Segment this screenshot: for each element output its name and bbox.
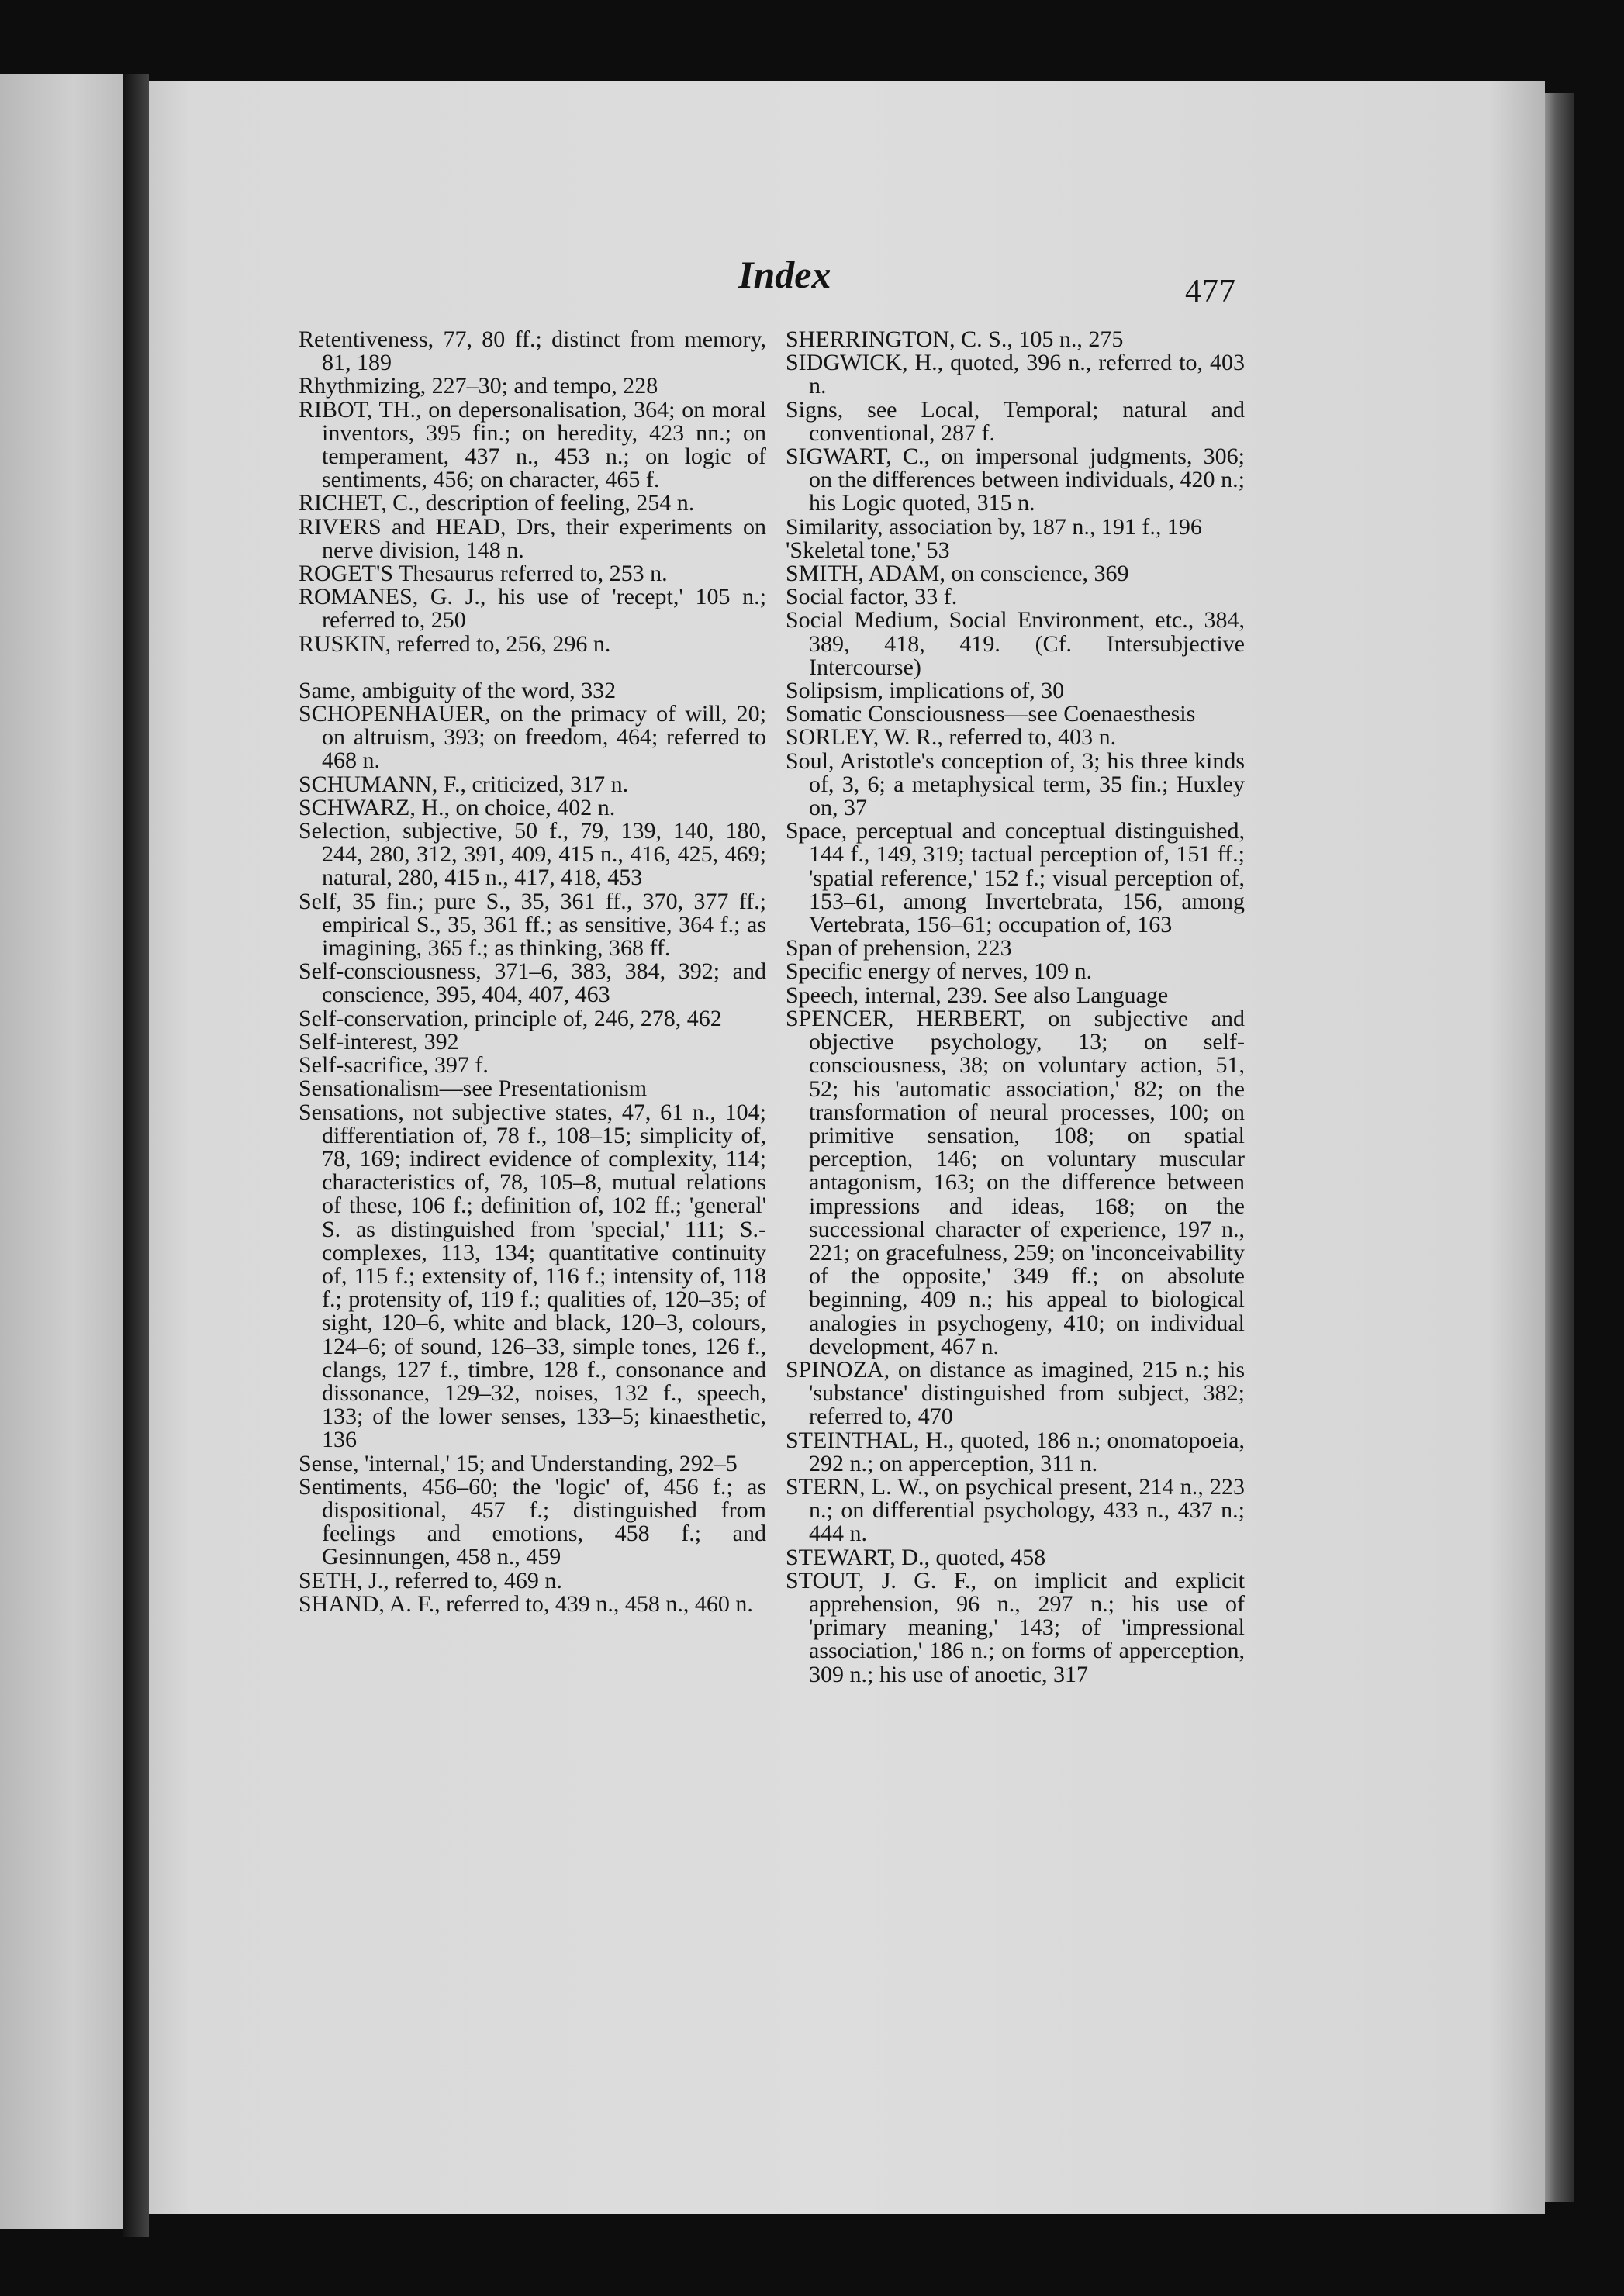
facing-page-edge [0,74,123,2229]
page-fore-edge [1543,93,1574,2202]
index-entry: Signs, see Local, Temporal; natural and conventional, 287 f. [786,396,1245,446]
index-entry: SMITH, ADAM, on conscience, 369 [786,561,1129,587]
index-entry: RIBOT, TH., on depersonalisation, 364; on moral inventors, 395 fin.; on heredity, 423 nn.; on temperament, 437 n., 453 n.; on logic of sentiments, 456; on character, 465 f. [299,396,766,493]
page-number: 477 [1185,274,1236,309]
index-entry: SHERRINGTON, C. S., 105 n., 275 [786,326,1124,352]
index-entry: Sense, 'internal,' 15; and Understanding, 292–5 [299,1450,738,1476]
index-entry: RUSKIN, referred to, 256, 296 n. [299,630,611,657]
index-entry: Sensationalism—see Presentationism [299,1075,648,1102]
index-entry: SCHUMANN, F., criticized, 317 n. [299,771,629,797]
index-entry: Somatic Consciousness—see Coenaesthesis [786,701,1196,727]
section-gap [299,656,766,679]
index-entry: SCHOPENHAUER, on the primacy of will, 20; on altruism, 393; on freedom, 464; referred to 468 n. [299,701,766,774]
index-entry: Self, 35 fin.; pure S., 35, 361 ff., 370, 377 ff.; empirical S., 35, 361 ff.; as sensitive, 364 f.; as imagining, 365 f.; as thinking, 368 ff. [299,888,766,962]
index-entry: ROGET'S Thesaurus referred to, 253 n. [299,561,668,587]
index-entry: SETH, J., referred to, 469 n. [299,1567,562,1593]
index-entry: Similarity, association by, 187 n., 191 f., 196 [786,513,1202,540]
index-entry: Self-consciousness, 371–6, 383, 384, 392; and conscience, 395, 404, 407, 463 [299,958,766,1008]
index-entry: STEWART, D., quoted, 458 [786,1544,1046,1570]
index-entry: Specific energy of nerves, 109 n. [786,958,1093,985]
index-entry: SHAND, A. F., referred to, 439 n., 458 n., 460 n. [299,1590,753,1617]
index-entry: Retentiveness, 77, 80 ff.; distinct from memory, 81, 189 [299,326,766,376]
index-entry: SIGWART, C., on impersonal judgments, 306; on the differences between individuals, 420 n.; his Logic quoted, 315 n. [786,444,1245,516]
index-entry: Social Medium, Social Environment, etc., 384, 389, 418, 419. (Cf. Intersubjective Intercourse) [786,607,1245,680]
index-entry: SPENCER, HERBERT, on subjective and objective psychology, 13; on self-consciousness, 38; on voluntary action, 51, 52; his 'automatic association,' 82; on the transformation of neural processes, 100; on primitive sensation, 108; on spatial perception, 146; on voluntary muscular antagonism, 163; on the difference between impressions and ideas, 168; on the successional character of experience, 197 n., 221; on gracefulness, 259; on 'inconceivability of the opposite,' 349 ff.; on absolute beginning, 409 n.; his appeal to biological analogies in psychogeny, 410; on individual development, 467 n. [786,1005,1245,1359]
index-entry: STEINTHAL, H., quoted, 186 n.; onomatopoeia, 292 n.; on apperception, 311 n. [786,1427,1245,1476]
index-column-left [299,328,766,1616]
index-entry: Rhythmizing, 227–30; and tempo, 228 [299,373,658,399]
index-entry: Selection, subjective, 50 f., 79, 139, 140, 180, 244, 280, 312, 391, 409, 415 n., 416, 425, 469; natural, 280, 415 n., 417, 418, 453 [299,818,766,891]
index-entry: 'Skeletal tone,' 53 [786,537,950,563]
index-entry: Self-sacrifice, 397 f. [299,1052,489,1079]
index-entry: SPINOZA, on distance as imagined, 215 n.; his 'substance' distinguished from subject, 382; referred to, 470 [786,1356,1245,1430]
index-entry: Space, perceptual and conceptual distinguished, 144 f., 149, 319; tactual perception of, 151 ff.; 'spatial reference,' 152 f.; visual perception of, 153–61, among Invertebrata, 156, among Vertebrata, 156–61; occupation of, 163 [786,818,1245,938]
index-entry: SORLEY, W. R., referred to, 403 n. [786,724,1117,751]
running-head: Index [738,253,831,296]
index-entry: Sentiments, 456–60; the 'logic' of, 456 f.; as dispositional, 457 f.; distinguished from feelings and emotions, 458 f.; and Gesinnungen, 458 n., 459 [299,1473,766,1570]
index-column-right [786,328,1245,1687]
index-entry: STERN, L. W., on psychical present, 214 n., 223 n.; on differential psychology, 433 n., 437 n.; 444 n. [786,1473,1245,1547]
index-entry: Speech, internal, 239. See also Language [786,982,1169,1008]
index-entry: Self-interest, 392 [299,1028,459,1055]
book-gutter [123,74,149,2237]
index-entry: STOUT, J. G. F., on implicit and explicit apprehension, 96 n., 297 n.; his use of 'primary meaning,' 143; of 'impressional association,' 186 n.; on forms of apperception, 309 n.; his use of anoetic, 317 [786,1567,1245,1687]
index-entry: ROMANES, G. J., his use of 'recept,' 105 n.; referred to, 250 [299,584,766,634]
index-entry: Social factor, 33 f. [786,584,958,610]
index-entry: Soul, Aristotle's conception of, 3; his three kinds of, 3, 6; a metaphysical term, 35 fin.; Huxley on, 37 [786,747,1245,821]
index-entry: RICHET, C., description of feeling, 254 n. [299,490,695,516]
index-entry: Span of prehension, 223 [786,935,1012,962]
index-entry: SIDGWICK, H., quoted, 396 n., referred to, 403 n. [786,350,1245,399]
index-entry: RIVERS and HEAD, Drs, their experiments on nerve division, 148 n. [299,513,766,563]
index-entry: Self-conservation, principle of, 246, 278, 462 [299,1005,722,1031]
index-entry: SCHWARZ, H., on choice, 402 n. [299,794,616,820]
index-entry: Solipsism, implications of, 30 [786,678,1065,704]
index-entry: Same, ambiguity of the word, 332 [299,677,617,703]
index-entry: Sensations, not subjective states, 47, 61 n., 104; differentiation of, 78 f., 108–15; simplicity of, 78, 169; indirect evidence of complexity, 114; characteristics of, 78, 105–8, mutual relations of these, 106 f.; definition of, 102 ff.; 'general' S. as distinguished from 'special,' 111; S.-complexes, 113, 134; quantitative continuity of, 115 f.; extensity of, 116 f.; intensity of, 118 f.; protensity of, 119 f.; qualities of, 120–35; of sight, 120–6, white and black, 120–3, colours, 124–6; of sound, 126–33, simple tones, 126 f., clangs, 127 f., timbre, 128 f., consonance and dissonance, 129–32, noises, 132 f., speech, 133; of the lower senses, 133–5; kinaesthetic, 136 [299,1099,766,1453]
